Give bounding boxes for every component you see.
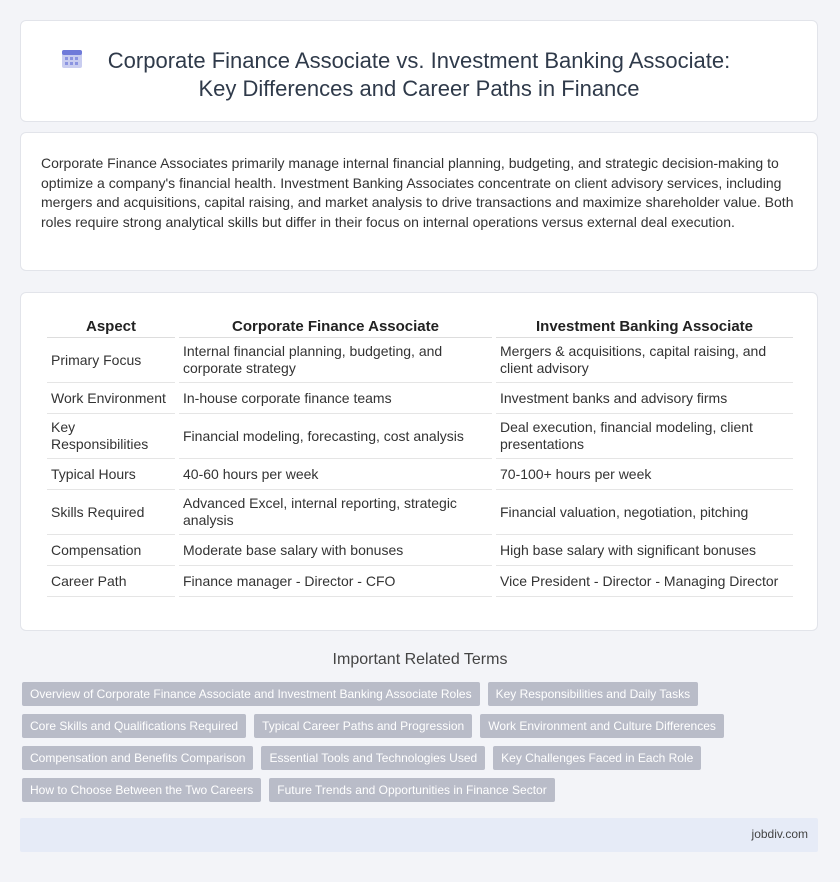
table-row — [47, 535, 793, 566]
related-term-tag[interactable]: Future Trends and Opportunities in Finance Sector — [269, 778, 554, 802]
page-title — [21, 47, 817, 103]
table-cell: Deal execution, financial modeling, client presentations — [496, 414, 793, 459]
table-cell: Compensation — [47, 535, 175, 566]
table-cell: Vice President - Director - Managing Director — [496, 566, 793, 597]
title-line-1: Corporate Finance Associate vs. Investment Banking Associate: — [107, 48, 731, 73]
table-cell: Advanced Excel, internal reporting, strategic analysis — [179, 490, 492, 535]
table-row — [47, 338, 793, 383]
column-header: Aspect — [47, 315, 175, 338]
table-cell: Finance manager - Director - CFO — [179, 566, 492, 597]
column-header: Corporate Finance Associate — [179, 315, 492, 338]
comparison-card — [20, 292, 818, 631]
table-cell: Skills Required — [47, 490, 175, 535]
related-term-tag[interactable]: Overview of Corporate Finance Associate and Investment Banking Associate Roles — [22, 682, 480, 706]
related-terms — [22, 682, 812, 810]
related-term-tag[interactable]: How to Choose Between the Two Careers — [22, 778, 261, 802]
related-term-tag[interactable]: Typical Career Paths and Progression — [254, 714, 472, 738]
title-line-2: Key Differences and Career Paths in Finance — [198, 76, 640, 101]
related-term-tag[interactable]: Key Challenges Faced in Each Role — [493, 746, 701, 770]
table-row — [47, 566, 793, 597]
table-cell: Key Responsibilities — [47, 414, 175, 459]
related-term-tag[interactable]: Essential Tools and Technologies Used — [261, 746, 485, 770]
footer — [20, 818, 818, 852]
table-cell: Typical Hours — [47, 459, 175, 490]
table-row — [47, 459, 793, 490]
table-cell: In-house corporate finance teams — [179, 383, 492, 414]
table-cell: Primary Focus — [47, 338, 175, 383]
column-header: Investment Banking Associate — [496, 315, 793, 338]
table-cell: High base salary with significant bonuses — [496, 535, 793, 566]
title-card — [20, 20, 818, 122]
summary-text: Corporate Finance Associates primarily manage internal financial planning, budgeting, and strategic decision-making to optimize a company's financial health. Investment Banking Associates concentrate on client advisory services, including mergers and acquisitions, capital raising, and market analysis to drive transactions and maximize shareholder value. Both roles require strong analytical skills but differ in their focus on internal operations versus external deal execution. — [41, 155, 794, 230]
related-terms-title: Important Related Terms — [332, 651, 508, 668]
table-cell: 70-100+ hours per week — [496, 459, 793, 490]
table-header-row — [47, 315, 793, 338]
table-cell: Work Environment — [47, 383, 175, 414]
related-term-tag[interactable]: Core Skills and Qualifications Required — [22, 714, 246, 738]
table-cell: Investment banks and advisory firms — [496, 383, 793, 414]
table-row — [47, 414, 793, 459]
comparison-table — [43, 315, 797, 597]
related-term-tag[interactable]: Work Environment and Culture Differences — [480, 714, 724, 738]
table-cell: Mergers & acquisitions, capital raising, and client advisory — [496, 338, 793, 383]
table-cell: Internal financial planning, budgeting, and corporate strategy — [179, 338, 492, 383]
table-cell: Career Path — [47, 566, 175, 597]
summary-card — [20, 132, 818, 271]
related-term-tag[interactable]: Compensation and Benefits Comparison — [22, 746, 253, 770]
table-row — [47, 383, 793, 414]
footer-site-link[interactable]: jobdiv.com — [751, 827, 808, 841]
table-cell: Financial modeling, forecasting, cost analysis — [179, 414, 492, 459]
table-cell: Financial valuation, negotiation, pitching — [496, 490, 793, 535]
table-cell: Moderate base salary with bonuses — [179, 535, 492, 566]
related-term-tag[interactable]: Key Responsibilities and Daily Tasks — [488, 682, 699, 706]
table-row — [47, 490, 793, 535]
table-cell: 40-60 hours per week — [179, 459, 492, 490]
